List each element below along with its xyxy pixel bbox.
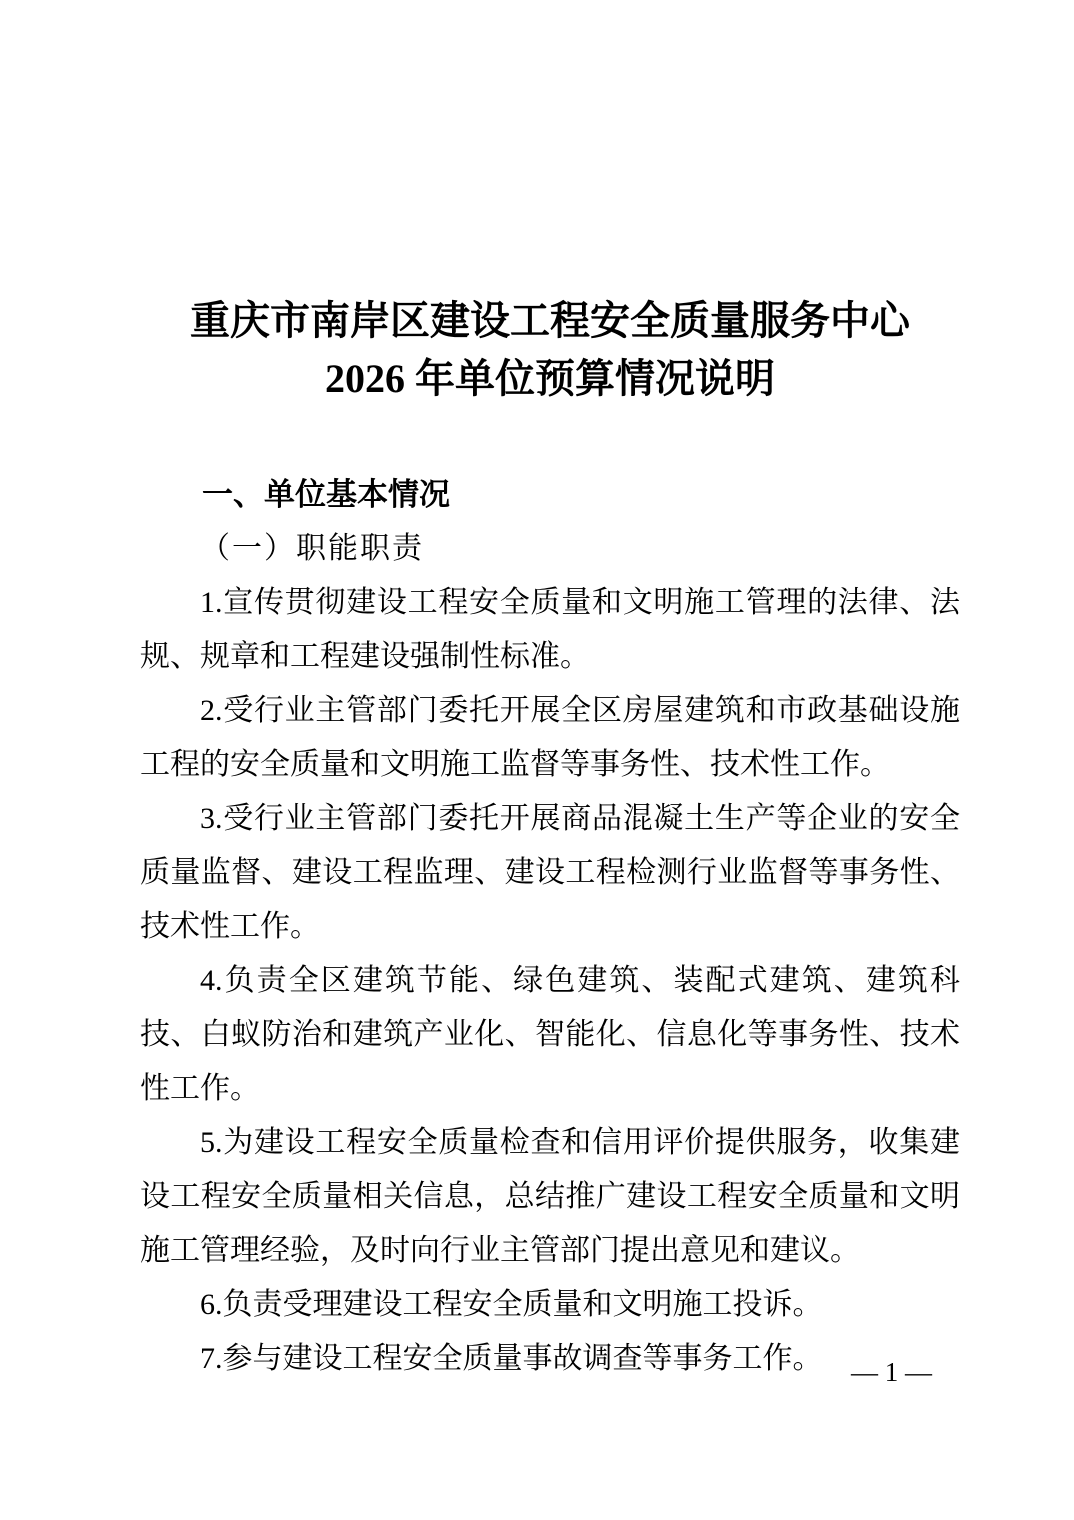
paragraph-duty-7: 7.参与建设工程安全质量事故调查等事务工作。 <box>200 1342 823 1375</box>
paragraph-duty-1: 1.宣传贯彻建设工程安全质量和文明施工管理的法律、法规、规章和工程建设强制性标准。 <box>140 586 960 673</box>
page-number: — 1 — <box>851 1357 932 1387</box>
paragraph-duty-6: 6.负责受理建设工程安全质量和文明施工投诉。 <box>200 1288 823 1321</box>
document-title <box>140 292 960 408</box>
section-heading-basic-info: 一、单位基本情况 <box>202 477 450 512</box>
paragraph-duty-2: 2.受行业主管部门委托开展全区房屋建筑和市政基础设施工程的安全质量和文明施工监督等事务性、技术性工作。 <box>140 694 960 781</box>
paragraph-duty-3: 3.受行业主管部门委托开展商品混凝土生产等企业的安全质量监督、建设工程监理、建设工程检测行业监督等事务性、技术性工作。 <box>140 802 960 943</box>
document-body <box>140 468 960 1386</box>
document-title-line1: 重庆市南岸区建设工程安全质量服务中心 <box>190 298 910 343</box>
paragraph-duty-5: 5.为建设工程安全质量检查和信用评价提供服务，收集建设工程安全质量相关信息，总结推广建设工程安全质量和文明施工管理经验，及时向行业主管部门提出意见和建议。 <box>140 1126 960 1267</box>
document-title-line2: 2026 年单位预算情况说明 <box>325 356 775 401</box>
paragraph-duty-4: 4.负责全区建筑节能、绿色建筑、装配式建筑、建筑科技、白蚁防治和建筑产业化、智能化、信息化等事务性、技术性工作。 <box>140 964 960 1105</box>
subsection-heading-duties: （一）职能职责 <box>200 532 424 565</box>
